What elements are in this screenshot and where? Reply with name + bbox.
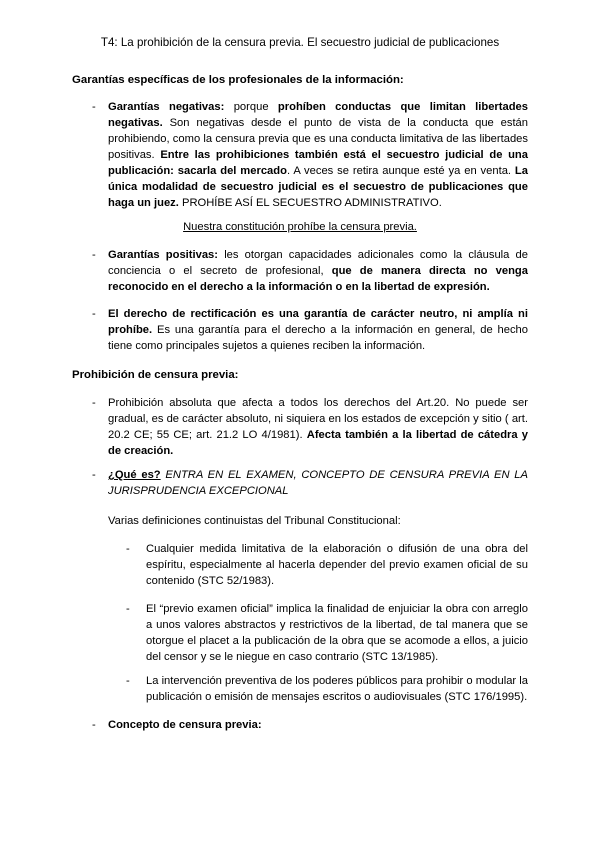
underlined-question: ¿Qué es?: [108, 469, 161, 481]
definition-text: El “previo examen oficial” implica la finalidad de enjuiciar la obra con arreglo a unos valores abstractos y restrictivos de la libertad, de tal manera que se otorgue el placet a la publicación de la obra que se acomode a ellos, a juicio del censor y se le niegue en caso contrario (STC 13/1985).: [146, 603, 528, 663]
section-heading-prohibicion: Prohibición de censura previa:: [72, 369, 239, 381]
list-item-garantias-positivas: [92, 247, 528, 295]
definition-item: [126, 673, 528, 705]
paragraph: [108, 99, 528, 211]
bold-text: Concepto de censura previa:: [108, 719, 262, 731]
list-item-garantias-negativas: [92, 99, 528, 211]
text: Es una garantía para el derecho a la información en general, de hecho tiene como principales sujetos a quienes reciben la información.: [108, 324, 528, 352]
text: PROHÍBE ASÍ EL SECUESTRO ADMINISTRATIVO.: [178, 197, 442, 209]
bullet-dash: -: [92, 101, 96, 113]
bullet-dash: -: [126, 675, 130, 687]
definition-item: [126, 541, 528, 589]
bold-text: El derecho de rectificación es una garantía de carácter neutro, ni amplía ni prohíbe.: [108, 308, 528, 336]
bold-text: Entre las prohibiciones también está el secuestro judicial de una publicación: sacarla del mercado: [108, 149, 528, 177]
bold-text: prohíben conductas que limitan libertades negativas.: [108, 101, 529, 129]
bullet-dash: -: [126, 603, 130, 615]
text: Son negativas desde el punto de vista de la conducta que están prohibiendo, como la censura previa que es una conducta limitativa de las libertades positivas.: [108, 117, 528, 161]
paragraph: [108, 306, 528, 354]
definition-text: Cualquier medida limitativa de la elaboración o difusión de una obra del espíritu, especialmente al hacerla depender del previo examen oficial de su contenido (STC 52/1983).: [146, 543, 528, 587]
section-heading-garantias: Garantías específicas de los profesionales de la información:: [72, 74, 404, 86]
list-item-que-es: [92, 467, 528, 499]
list-item-prohibicion-absoluta: [92, 395, 528, 459]
bullet-dash: -: [92, 469, 96, 481]
bullet-dash: -: [92, 249, 96, 261]
centered-note: Nuestra constitución prohíbe la censura previa.: [183, 221, 417, 233]
bold-text: que de manera directa no venga reconocido en el derecho a la información o en la libertad de expresión.: [108, 265, 528, 293]
bullet-dash: -: [92, 719, 96, 731]
bold-text: Afecta también a la libertad de cátedra y de creación.: [108, 429, 528, 457]
paragraph: [108, 717, 528, 733]
text: . A veces se retira aunque esté ya en venta.: [286, 165, 515, 177]
definition-text: La intervención preventiva de los poderes públicos para prohibir o modular la publicación o emisión de mensajes escritos o audiovisuales (STC 176/1995).: [146, 675, 528, 703]
bold-text: La única modalidad de secuestro judicial es el secuestro de publicaciones que haga un juez.: [108, 165, 528, 209]
page-title: T4: La prohibición de la censura previa. El secuestro judicial de publicaciones: [100, 36, 500, 49]
paragraph: [108, 247, 528, 295]
bold-text: Garantías negativas:: [108, 101, 225, 113]
text: Prohibición absoluta que afecta a todos los derechos del Art.20. No puede ser gradual, es de carácter absoluto, ni siquiera en los estados de excepción y sitio ( art. 20.2 CE; 55 CE; art. 21.2 LO 4/1981).: [108, 397, 528, 441]
text: porque: [224, 101, 278, 113]
definition-item: [126, 601, 528, 665]
paragraph: [108, 467, 528, 499]
italic-text: ENTRA EN EL EXAMEN, CONCEPTO DE CENSURA PREVIA EN LA JURISPRUDENCIA EXCEPCIONAL: [108, 469, 528, 497]
bullet-dash: -: [126, 543, 130, 555]
bullet-dash: -: [92, 397, 96, 409]
list-item-rectificacion: [92, 306, 528, 354]
text: les otorgan capacidades adicionales como la cláusula de conciencia o el secreto de profesional,: [108, 249, 528, 277]
bullet-dash: -: [92, 308, 96, 320]
definitions-intro: Varias definiciones continuistas del Tribunal Constitucional:: [108, 515, 401, 527]
bold-text: Garantías positivas:: [108, 249, 219, 261]
paragraph: [108, 395, 528, 459]
list-item-concepto: [92, 717, 528, 733]
